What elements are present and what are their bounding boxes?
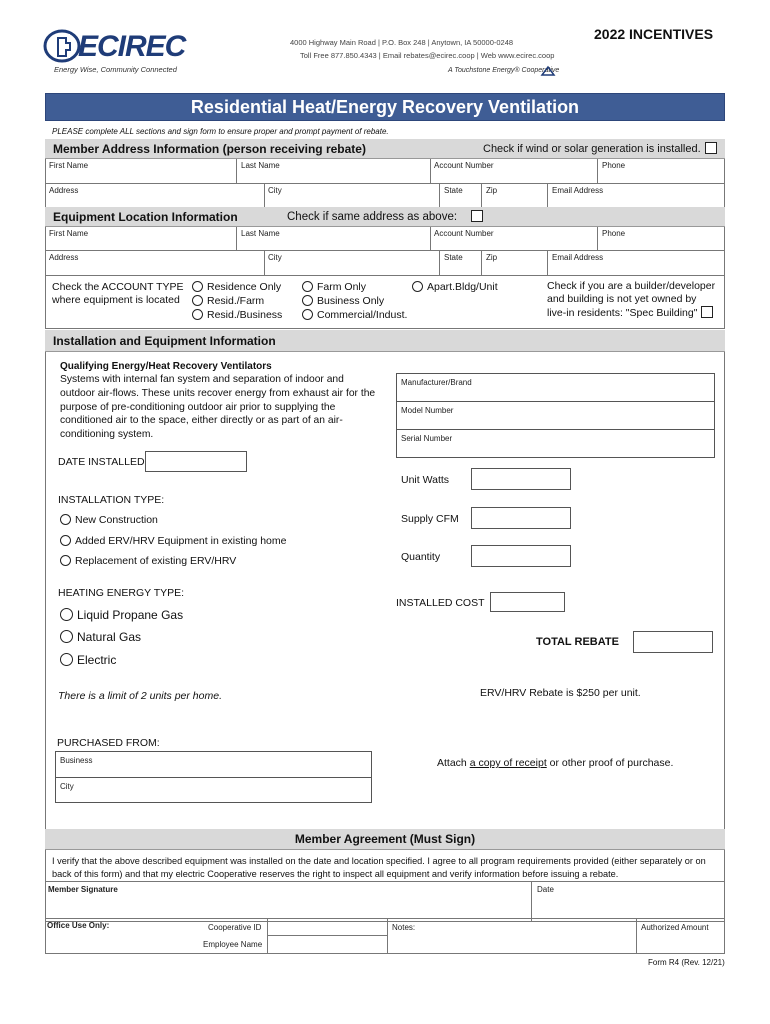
- same-address-label: Check if same address as above:: [287, 211, 458, 223]
- account-type-option[interactable]: [192, 309, 282, 322]
- member-zip-label: Zip: [486, 186, 498, 195]
- attach-prefix: Attach: [437, 757, 470, 769]
- heating-lpg: Liquid Propane Gas: [77, 608, 184, 622]
- same-address-checkbox[interactable]: [471, 210, 483, 222]
- installation-heading: Installation and Equipment Information: [53, 334, 276, 348]
- coop-id-field[interactable]: [267, 918, 388, 936]
- member-first-name-label: First Name: [49, 161, 89, 170]
- radio-icon[interactable]: [302, 281, 313, 292]
- business-label: Business: [60, 756, 93, 765]
- equipment-first-name-label: First Name: [49, 229, 89, 238]
- equipment-last-name-label: Last Name: [241, 229, 280, 238]
- rebate-amount-note: ERV/HRV Rebate is $250 per unit.: [480, 687, 641, 699]
- notes-label: Notes:: [392, 923, 416, 932]
- date-installed-label: DATE INSTALLED: [58, 456, 145, 468]
- account-type-option[interactable]: [192, 281, 281, 294]
- member-address-label: Address: [49, 186, 79, 195]
- logo: [42, 24, 192, 76]
- instructions: PLEASE complete ALL sections and sign form to ensure proper and prompt payment of rebate.: [52, 127, 389, 136]
- radio-icon[interactable]: [192, 295, 203, 306]
- heating-option[interactable]: [60, 630, 141, 644]
- option-commercial: Commercial/Indust.: [317, 309, 408, 321]
- equipment-city-field[interactable]: [265, 251, 440, 276]
- member-signature-field[interactable]: [45, 881, 532, 922]
- install-option[interactable]: [60, 514, 158, 527]
- contact-line: Toll Free 877.850.4343 | Email rebates@ecirec.coop | Web www.ecirec.coop: [300, 51, 555, 60]
- member-phone-label: Phone: [602, 161, 626, 170]
- touchstone-logo-icon: [540, 65, 556, 77]
- unit-watts-label: Unit Watts: [401, 474, 450, 486]
- equipment-account-label: Account Number: [434, 229, 494, 238]
- builder-line3: live-in residents: "Spec Building": [547, 307, 698, 319]
- member-state-label: State: [444, 186, 463, 195]
- coop-id-label: Cooperative ID: [208, 923, 262, 932]
- form-rev: (Rev. 12/21): [681, 958, 725, 967]
- purchased-from-label: PURCHASED FROM:: [57, 737, 160, 749]
- radio-icon[interactable]: [192, 309, 203, 320]
- builder-line1: Check if you are a builder/developer: [547, 280, 716, 292]
- field-divider: [396, 429, 715, 430]
- install-replacement: Replacement of existing ERV/HRV: [75, 555, 237, 567]
- radio-icon[interactable]: [60, 653, 73, 666]
- signature-label: Member Signature: [48, 885, 118, 894]
- radio-icon[interactable]: [302, 295, 313, 306]
- wind-solar-check[interactable]: [483, 142, 717, 155]
- unit-watts-field[interactable]: [471, 468, 571, 490]
- member-email-label: Email Address: [552, 186, 604, 195]
- office-use-label: Office Use Only:: [47, 921, 110, 930]
- total-rebate-field[interactable]: [633, 631, 713, 653]
- radio-icon[interactable]: [60, 555, 71, 566]
- option-residence-only: Residence Only: [207, 281, 282, 293]
- install-option[interactable]: [60, 535, 286, 548]
- equipment-zip-label: Zip: [486, 253, 498, 262]
- radio-icon[interactable]: [60, 630, 73, 643]
- wind-solar-checkbox[interactable]: [705, 142, 717, 154]
- agreement-heading: Member Agreement (Must Sign): [294, 832, 476, 846]
- equipment-phone-label: Phone: [602, 229, 626, 238]
- limit-note: There is a limit of 2 units per home.: [58, 690, 222, 702]
- same-address-check[interactable]: [287, 210, 483, 223]
- install-option[interactable]: [60, 555, 236, 568]
- date-label: Date: [537, 885, 554, 894]
- radio-icon[interactable]: [302, 309, 313, 320]
- agreement-text: I verify that the above described equipment was installed on the date and location specified. I agree to all program requirements provided (either separately or on back of this form) and that my electric Cooperative reserves the right to inspect all equipment and verify information before issuing a rebate.: [52, 856, 706, 879]
- notes-field[interactable]: [388, 918, 637, 954]
- member-city-label: City: [268, 186, 282, 195]
- radio-icon[interactable]: [60, 514, 71, 525]
- manufacturer-label: Manufacturer/Brand: [401, 378, 472, 387]
- heating-electric: Electric: [77, 653, 117, 667]
- installed-cost-field[interactable]: [490, 592, 565, 612]
- installed-cost-label: INSTALLED COST: [396, 597, 485, 609]
- qualifying-title: Qualifying Energy/Heat Recovery Ventilators: [60, 361, 272, 372]
- authorized-amount-label: Authorized Amount: [641, 923, 709, 932]
- wind-solar-label: Check if wind or solar generation is installed.: [483, 143, 701, 155]
- qualifying-text: Systems with internal fan system and separation of indoor and outdoor air-flows. These units recover energy from exhaust air for the purpose of pre-conditioning outdoor air prior to supplying the conditioned air to the space, either directly or as part of an air-conditioning system.: [60, 374, 376, 441]
- member-heading: Member Address Information (person receiving rebate): [53, 142, 366, 156]
- field-divider: [55, 777, 372, 778]
- option-farm-only: Farm Only: [317, 281, 367, 293]
- spec-building-checkbox[interactable]: [701, 306, 713, 318]
- account-type-line1: Check the ACCOUNT TYPE: [52, 281, 184, 293]
- receipt-link[interactable]: a copy of receipt: [469, 757, 547, 769]
- builder-check: [547, 280, 715, 320]
- form-number: [648, 958, 725, 967]
- address-line: 4000 Highway Main Road | P.O. Box 248 | Anytown, IA 50000-0248: [290, 38, 514, 47]
- heating-option[interactable]: [60, 608, 183, 622]
- option-resid-business: Resid./Business: [207, 309, 283, 321]
- account-type-option[interactable]: [302, 295, 384, 308]
- city-label: City: [60, 782, 74, 791]
- equipment-address-label: Address: [49, 253, 79, 262]
- install-added: Added ERV/HRV Equipment in existing home: [75, 535, 287, 547]
- form-id: Form R4: [648, 958, 680, 967]
- supply-cfm-field[interactable]: [471, 507, 571, 529]
- radio-icon[interactable]: [412, 281, 423, 292]
- touchstone-text: A Touchstone Energy® Cooperative: [448, 67, 560, 74]
- radio-icon[interactable]: [60, 535, 71, 546]
- total-rebate-label: TOTAL REBATE: [536, 636, 619, 648]
- incentives-label: 2022 INCENTIVES: [594, 26, 714, 42]
- account-type-option[interactable]: [302, 309, 407, 322]
- attach-suffix: or other proof of purchase.: [546, 757, 674, 769]
- installation-type-label: INSTALLATION TYPE:: [58, 494, 165, 506]
- supply-cfm-label: Supply CFM: [401, 513, 459, 525]
- quantity-field[interactable]: [471, 545, 571, 567]
- radio-icon[interactable]: [192, 281, 203, 292]
- option-business-only: Business Only: [317, 295, 385, 307]
- employee-label: Employee Name: [203, 940, 263, 949]
- option-resid-farm: Resid./Farm: [207, 295, 265, 307]
- heating-option[interactable]: [60, 653, 116, 667]
- member-last-name-label: Last Name: [241, 161, 280, 170]
- radio-icon[interactable]: [60, 608, 73, 621]
- page-title: Residential Heat/Energy Recovery Ventilation: [190, 96, 580, 117]
- logo-text: ECIREC: [78, 30, 186, 63]
- install-new-construction: New Construction: [75, 514, 158, 526]
- heating-natural-gas: Natural Gas: [77, 630, 142, 644]
- account-type-option[interactable]: [302, 281, 366, 294]
- equipment-location-heading: Equipment Location Information: [53, 210, 238, 224]
- equipment-email-label: Email Address: [552, 253, 604, 262]
- model-label: Model Number: [401, 406, 454, 415]
- account-type-label: [52, 281, 184, 307]
- equipment-city-label: City: [268, 253, 282, 262]
- employee-field[interactable]: [267, 936, 388, 954]
- builder-line2: and building is not yet owned by: [547, 293, 697, 305]
- date-installed-field[interactable]: [145, 451, 247, 472]
- heating-type-label: HEATING ENERGY TYPE:: [58, 587, 185, 599]
- account-type-option[interactable]: [412, 281, 498, 294]
- quantity-label: Quantity: [401, 551, 441, 563]
- serial-label: Serial Number: [401, 434, 453, 443]
- account-type-option[interactable]: [192, 295, 264, 308]
- attach-note: [437, 757, 673, 769]
- option-apartment: Apart.Bldg/Unit: [427, 281, 498, 293]
- member-account-label: Account Number: [434, 161, 494, 170]
- field-divider: [396, 401, 715, 402]
- account-type-line2: where equipment is located: [52, 294, 180, 306]
- equipment-state-label: State: [444, 253, 463, 262]
- logo-tagline: Energy Wise, Community Connected: [54, 65, 177, 74]
- title-bar: [45, 93, 725, 121]
